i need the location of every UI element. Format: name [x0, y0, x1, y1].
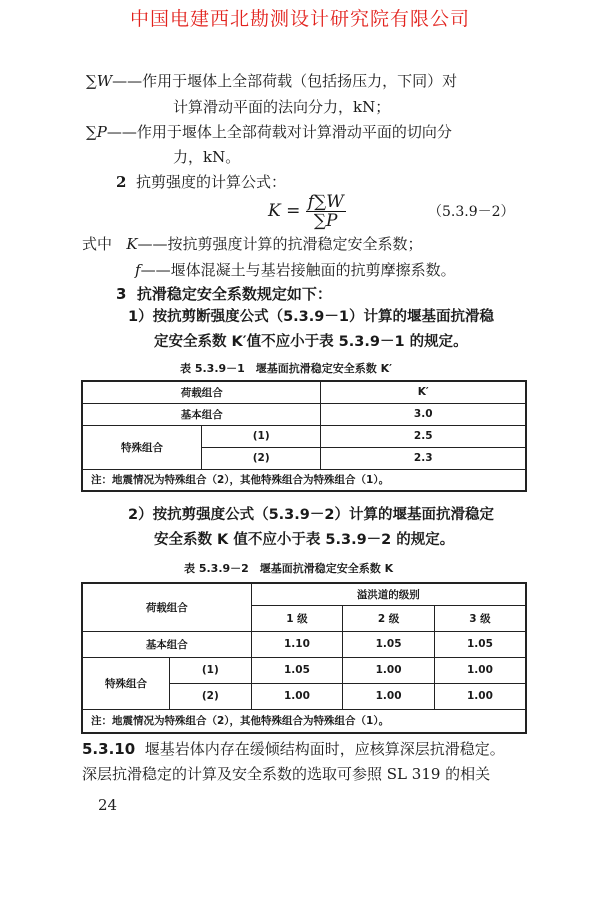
table-note-row [82, 469, 526, 491]
header-load-combination: 荷载组合 [82, 381, 321, 403]
header-k-prime: K′ [321, 381, 526, 403]
item-number: 2 [116, 173, 127, 191]
table-header-row [82, 381, 526, 403]
formula-5-3-9-2 [268, 193, 346, 230]
table-header-row [82, 583, 526, 605]
where-symbol: f [135, 261, 141, 279]
where-symbol: K [126, 235, 138, 253]
table2-caption: 表 5.3.9－2 堰基面抗滑稳定安全系数 K [184, 562, 394, 575]
formula-lhs: K [268, 201, 281, 221]
page-number: 24 [98, 796, 118, 814]
header-load-combination: 荷载组合 [82, 583, 251, 631]
cell-value: 1.00 [343, 683, 435, 709]
formula-num-sum: ∑W [314, 192, 344, 212]
formula-fraction [306, 193, 346, 230]
header-level: 1 级 [251, 605, 343, 631]
where-text: ——堰体混凝土与基岩接触面的抗剪摩擦系数。 [140, 261, 456, 279]
formula-num-f: f [307, 192, 315, 212]
cell-group: 特殊组合 [82, 425, 201, 469]
sub-item-2-line2: 安全系数 K 值不应小于表 5.3.9－2 的规定。 [154, 532, 455, 548]
where-row-k [82, 233, 423, 255]
header-level: 2 级 [343, 605, 435, 631]
item-2 [116, 171, 286, 193]
formula-denominator: ∑P [313, 211, 338, 231]
cell-value: 1.05 [343, 631, 435, 657]
clause-5-3-10 [82, 738, 505, 760]
clause-number: 5.3.10 [82, 740, 136, 758]
sub-item-2-line1: 2）按抗剪强度公式（5.3.9－2）计算的堰基面抗滑稳定 [128, 507, 494, 523]
item-text: 抗剪强度的计算公式： [135, 173, 286, 191]
table1 [81, 380, 527, 492]
publisher-header: 中国电建西北勘测设计研究院有限公司 [129, 8, 470, 30]
cell-value: 1.00 [251, 683, 343, 709]
where-row-f [135, 259, 456, 281]
table2 [81, 582, 527, 734]
cell-group: 特殊组合 [82, 657, 170, 709]
table-note-row [82, 709, 526, 733]
cell-value: 3.0 [321, 403, 526, 425]
cell-sub: (2) [170, 683, 252, 709]
where-lead: 式中 [82, 235, 113, 253]
cell-sub: (1) [170, 657, 252, 683]
item-3 [116, 283, 332, 305]
symbol-sum-p: ∑P [86, 123, 107, 141]
cell-sub: (2) [201, 447, 320, 469]
where-text: ——按抗剪强度计算的抗滑稳定安全系数； [137, 235, 423, 253]
symbol-sum-w: ∑W [86, 72, 113, 90]
cell-value: 1.00 [434, 683, 526, 709]
formula-tag: （5.3.9－2） [428, 204, 515, 220]
cell-value: 1.10 [251, 631, 343, 657]
table-row [82, 657, 526, 683]
sub-item-1-line2: 定安全系数 K′值不应小于表 5.3.9－1 的规定。 [154, 334, 468, 350]
cell-group: 基本组合 [82, 403, 321, 425]
definition-text-line1: 作用于堰体上全部荷载对计算滑动平面的切向分 [136, 123, 452, 141]
table1-caption: 表 5.3.9－1 堰基面抗滑稳定安全系数 K′ [180, 362, 393, 375]
table-row [82, 425, 526, 447]
cell-sub: (1) [201, 425, 320, 447]
definition-text-line2: 计算滑动平面的法向分力，kN； [173, 98, 391, 116]
cell-value: 1.00 [343, 657, 435, 683]
definition-sum-p [86, 121, 452, 143]
table-row [82, 403, 526, 425]
clause-text-line1: 堰基岩体内存在缓倾结构面时，应核算深层抗滑稳定。 [144, 740, 505, 758]
cell-value: 1.05 [434, 631, 526, 657]
clause-text-line2: 深层抗滑稳定的计算及安全系数的选取可参照 SL 319 的相关 [82, 765, 491, 783]
cell-value: 1.00 [434, 657, 526, 683]
cell-group: 基本组合 [82, 631, 251, 657]
header-spillway-level: 溢洪道的级别 [251, 583, 526, 605]
table-row [82, 631, 526, 657]
cell-value: 2.5 [321, 425, 526, 447]
table2-note: 注：地震情况为特殊组合（2），其他特殊组合为特殊组合（1）。 [82, 709, 526, 733]
definition-text-line1: 作用于堰体上全部荷载（包括扬压力，下同）对 [142, 72, 458, 90]
table1-note: 注：地震情况为特殊组合（2），其他特殊组合为特殊组合（1）。 [82, 469, 526, 491]
definition-dash: —— [112, 72, 143, 90]
item-text: 抗滑稳定安全系数规定如下： [136, 285, 332, 303]
formula-equals: = [286, 201, 301, 221]
definition-text-line2: 力，kN。 [173, 148, 241, 166]
cell-value: 2.3 [321, 447, 526, 469]
item-number: 3 [116, 285, 127, 303]
sub-item-1-line1: 1）按抗剪断强度公式（5.3.9－1）计算的堰基面抗滑稳 [128, 309, 494, 325]
header-level: 3 级 [434, 605, 526, 631]
definition-sum-w [86, 70, 457, 92]
cell-value: 1.05 [251, 657, 343, 683]
definition-dash: —— [106, 123, 137, 141]
